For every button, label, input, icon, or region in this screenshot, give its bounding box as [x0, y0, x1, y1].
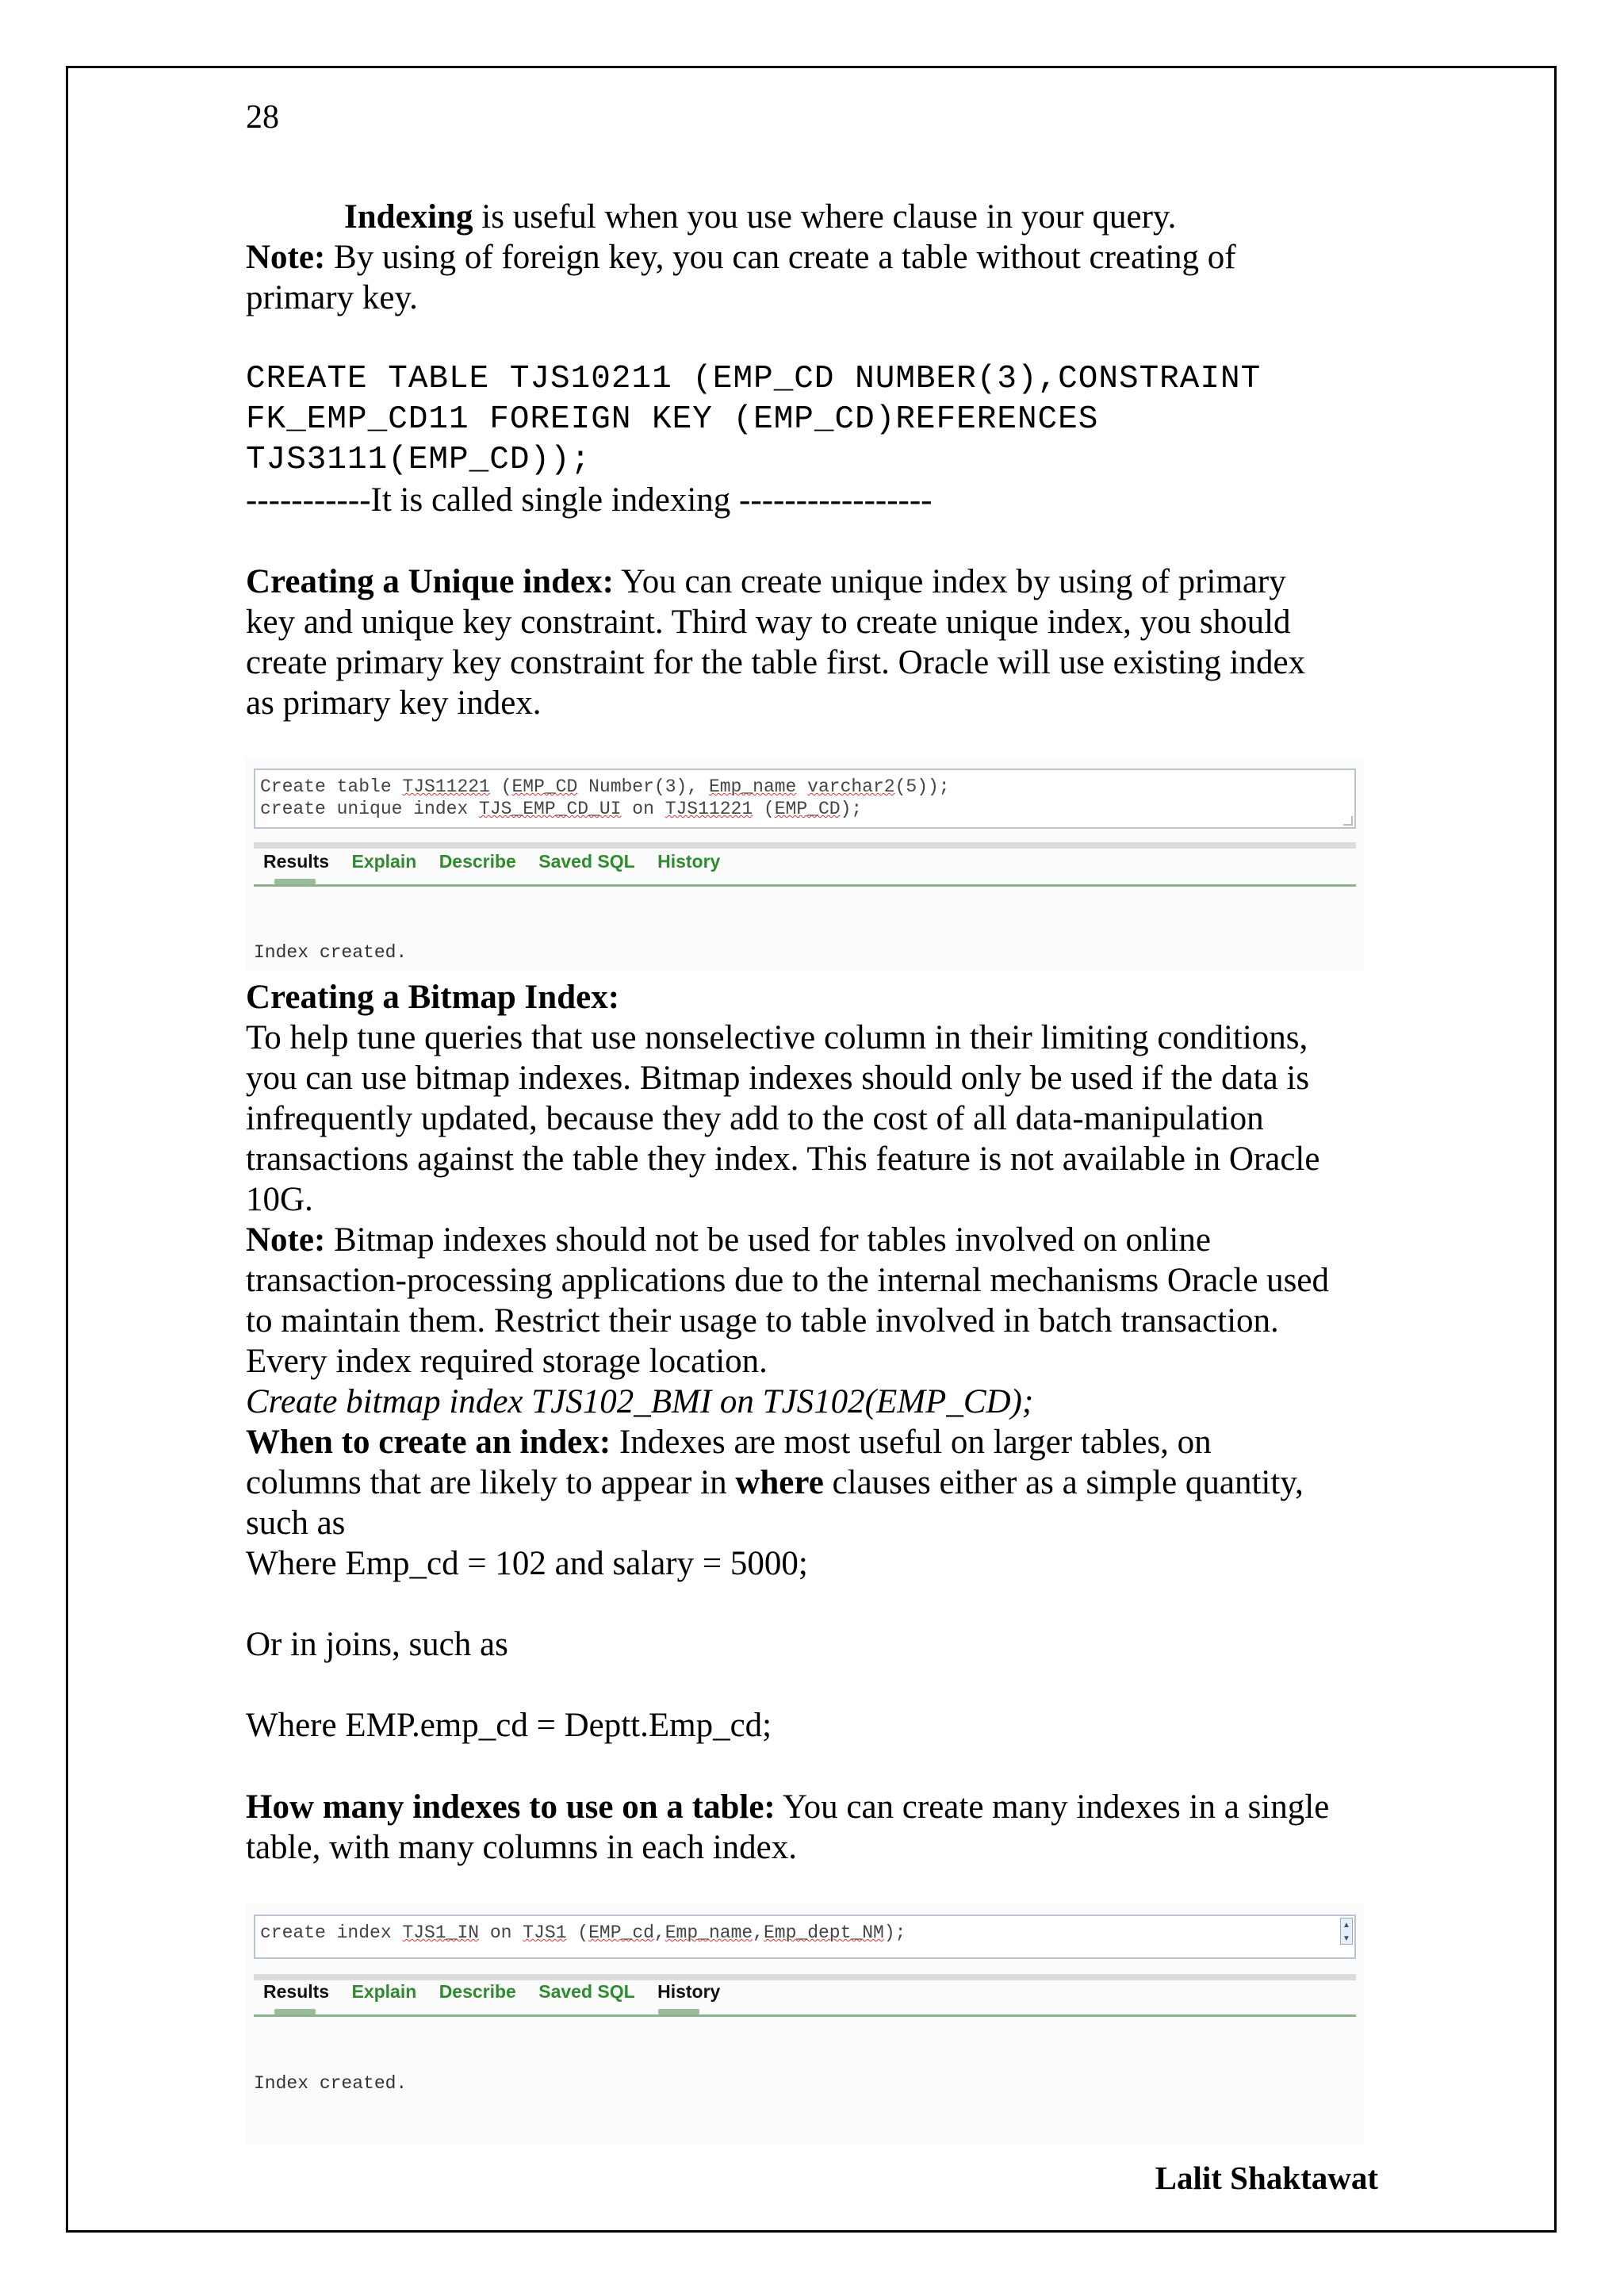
sql-editor-line-2: create unique index TJS_EMP_CD_UI on TJS11221 (EMP_CD);: [260, 799, 863, 819]
tab-describe[interactable]: Describe: [439, 851, 516, 872]
code-line-1: CREATE TABLE TJS10211 (EMP_CD NUMBER(3),CONSTRAINT: [246, 361, 1262, 397]
unique-line-4: as primary key index.: [246, 684, 542, 722]
howmany-line-2: table, with many columns in each index.: [246, 1829, 797, 1866]
when-line-1: [246, 1422, 1212, 1463]
unique-line-2: key and unique key constraint. Third way to create unique index, you should: [246, 604, 1291, 641]
tab-history[interactable]: History: [657, 1981, 721, 2002]
bitmap-line-4: transactions against the table they index. This feature is not available in Oracle: [246, 1140, 1320, 1178]
resize-handle-icon[interactable]: [1343, 816, 1353, 826]
note-line-cont: primary key.: [246, 279, 418, 316]
tab-bar-top: [254, 1974, 1356, 1980]
when-line-2: columns that are likely to appear in where clauses either as a simple quantity,: [246, 1464, 1304, 1501]
sql-editor[interactable]: [254, 1915, 1356, 1959]
code-line-2: FK_EMP_CD11 FOREIGN KEY (EMP_CD)REFERENCES: [246, 401, 1099, 438]
active-tab-indicator: [274, 879, 316, 884]
unique-line-1: [246, 562, 1286, 603]
active-tab-indicator: [274, 2009, 316, 2014]
history-tab-indicator: [658, 2009, 699, 2014]
note-line: [246, 237, 1236, 278]
bitmap-note-text: Bitmap indexes should not be used for tables involved on online: [325, 1221, 1211, 1259]
intro-text: is useful when you use where clause in your query.: [473, 198, 1177, 236]
bitmap-line-5: 10G.: [246, 1181, 313, 1218]
bitmap-note-label: Note:: [246, 1221, 326, 1259]
bitmap-example-text: Create bitmap index TJS102_BMI on TJS102(EMP_CD);: [246, 1383, 1034, 1420]
page-number: 28: [246, 99, 279, 136]
result-output: Index created.: [254, 942, 408, 963]
bitmap-example: [246, 1382, 1033, 1423]
tab-explain[interactable]: Explain: [351, 1981, 417, 2002]
when-line-3: such as: [246, 1504, 346, 1542]
tab-bar-top: [254, 842, 1356, 849]
note-label: Note:: [246, 239, 326, 276]
tab-underline: [254, 2014, 1356, 2017]
code-caption: -----------It is called single indexing -----------------: [246, 481, 933, 519]
indexing-term: Indexing: [344, 198, 473, 236]
author-signature: Lalit Shaktawat: [1155, 2160, 1378, 2196]
where-keyword: where: [735, 1464, 824, 1501]
result-tabs: [263, 851, 737, 872]
tab-explain[interactable]: Explain: [351, 851, 417, 872]
bitmap-note-line-1: [246, 1220, 1211, 1261]
bitmap-note-line-4: Every index required storage location.: [246, 1343, 768, 1380]
tab-history[interactable]: History: [657, 851, 721, 872]
sql-workshop-screenshot-1: [246, 757, 1364, 972]
bitmap-note-line-3: to maintain them. Restrict their usage to table involved in batch transaction.: [246, 1302, 1279, 1340]
bitmap-line-2: you can use bitmap indexes. Bitmap indexes should only be used if the data is: [246, 1060, 1310, 1097]
tab-saved-sql[interactable]: Saved SQL: [538, 1981, 635, 2002]
result-tabs: [263, 1981, 737, 2003]
scroll-arrows-icon[interactable]: ▲ ▼: [1340, 1918, 1353, 1945]
sql-editor-line-1: create index TJS1_IN on TJS1 (EMP_cd,Emp_name,Emp_dept_NM);: [260, 1922, 906, 1943]
bitmap-line-1: To help tune queries that use nonselective column in their limiting conditions,: [246, 1019, 1308, 1056]
code-line-3: TJS3111(EMP_CD));: [246, 442, 592, 478]
when-heading: When to create an index:: [246, 1424, 611, 1461]
when-example-2: Where EMP.emp_cd = Deptt.Emp_cd;: [246, 1707, 772, 1744]
unique-text: You can create unique index by using of primary: [613, 563, 1286, 600]
note-text: By using of foreign key, you can create a table without creating of: [325, 239, 1236, 276]
tab-underline: [254, 884, 1356, 887]
when-line-joins: Or in joins, such as: [246, 1626, 508, 1663]
when-text: Indexes are most useful on larger tables, on: [611, 1424, 1212, 1461]
when-example-1: Where Emp_cd = 102 and salary = 5000;: [246, 1545, 808, 1582]
tab-results[interactable]: Results: [263, 851, 330, 872]
howmany-heading: How many indexes to use on a table:: [246, 1788, 776, 1826]
unique-line-3: create primary key constraint for the table first. Oracle will use existing index: [246, 644, 1306, 681]
sql-editor-line-1: Create table TJS11221 (EMP_CD Number(3), Emp_name varchar2(5));: [260, 776, 950, 797]
tab-results[interactable]: Results: [263, 1981, 330, 2002]
howmany-line-1: [246, 1787, 1329, 1828]
bitmap-note-line-2: transaction-processing applications due to the internal mechanisms Oracle used: [246, 1262, 1330, 1299]
bitmap-line-3: infrequently updated, because they add to the cost of all data-manipulation: [246, 1100, 1264, 1137]
tab-saved-sql[interactable]: Saved SQL: [538, 851, 635, 872]
bitmap-heading-line: [246, 977, 619, 1018]
bitmap-heading: Creating a Bitmap Index:: [246, 979, 620, 1016]
tab-describe[interactable]: Describe: [439, 1981, 516, 2002]
sql-workshop-screenshot-2: [246, 1903, 1364, 2145]
intro-line: [344, 197, 1176, 238]
unique-heading: Creating a Unique index:: [246, 563, 614, 600]
howmany-text: You can create many indexes in a single: [775, 1788, 1330, 1826]
sql-editor[interactable]: [254, 769, 1356, 829]
result-output: Index created.: [254, 2073, 408, 2094]
